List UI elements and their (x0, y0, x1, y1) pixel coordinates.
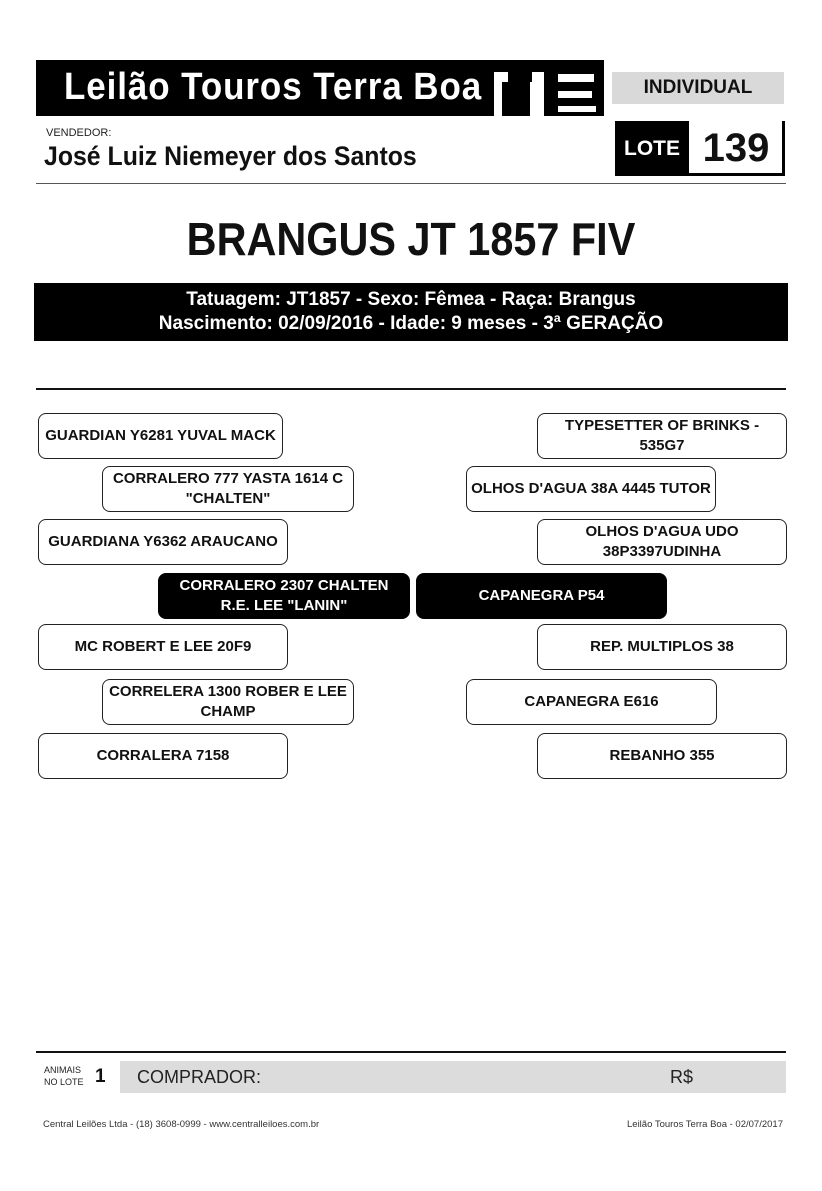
company-info: Central Leilões Ltda - (18) 3608-0999 - www.centralleiloes.com.br (43, 1119, 320, 1130)
animals-in-lot-count: 1 (95, 1066, 106, 1087)
pedigree-dam-gdam: CAPANEGRA E616 (466, 679, 717, 725)
pedigree-sire-gsire: CORRALERO 777 YASTA 1614 C "CHALTEN" (102, 466, 354, 512)
pedigree-sire-ggdam-2: CORRALERA 7158 (38, 733, 288, 779)
animals-in-lot-label (44, 1064, 84, 1088)
lot-label: LOTE (615, 121, 689, 176)
seller-name: José Luiz Niemeyer dos Santos (44, 141, 417, 171)
animal-name: BRANGUS JT 1857 FIV (186, 213, 636, 265)
animals-label-line-2: NO LOTE (44, 1077, 84, 1087)
animal-info-line-2: Nascimento: 02/09/2016 - Idade: 9 meses - 3ª GERAÇÃO (158, 313, 664, 334)
header-divider (36, 183, 786, 184)
pedigree-dam-ggdam-1: OLHOS D'AGUA UDO 38P3397UDINHA (537, 519, 787, 565)
buyer-label: COMPRADOR: (137, 1067, 262, 1087)
pedigree-dam-ggsire-2: REP. MULTIPLOS 38 (537, 624, 787, 670)
seller-label: VENDEDOR: (46, 127, 112, 139)
pedigree-dam-gsire: OLHOS D'AGUA 38A 4445 TUTOR (466, 466, 716, 512)
pedigree-sire-gdam: CORRELERA 1300 ROBER E LEE CHAMP (102, 679, 354, 725)
pedigree-sire: CORRALERO 2307 CHALTEN R.E. LEE "LANIN" (158, 573, 410, 619)
animal-info-line-1: Tatuagem: JT1857 - Sexo: Fêmea - Raça: Brangus (186, 289, 636, 310)
event-info: Leilão Touros Terra Boa - 02/07/2017 (627, 1119, 783, 1130)
animals-label-line-1: ANIMAIS (44, 1065, 82, 1075)
lot-number: 139 (702, 126, 770, 170)
pedigree-sire-ggdam-1: GUARDIANA Y6362 ARAUCANO (38, 519, 288, 565)
pedigree-dam-ggdam-2: REBANHO 355 (537, 733, 787, 779)
pedigree-divider (36, 388, 786, 390)
pedigree-dam-ggsire-1: TYPESETTER OF BRINKS - 535G7 (537, 413, 787, 459)
tb-logo-icon (494, 58, 612, 118)
individual-badge: INDIVIDUAL (612, 72, 784, 104)
pedigree-dam: CAPANEGRA P54 (416, 573, 667, 619)
auction-title: Leilão Touros Terra Boa (64, 66, 483, 108)
footer-divider (36, 1051, 786, 1053)
pedigree-sire-ggsire-1: GUARDIAN Y6281 YUVAL MACK (38, 413, 283, 459)
pedigree-sire-ggsire-2: MC ROBERT E LEE 20F9 (38, 624, 288, 670)
animal-info-bar (34, 283, 788, 341)
price-currency: R$ (670, 1067, 694, 1087)
